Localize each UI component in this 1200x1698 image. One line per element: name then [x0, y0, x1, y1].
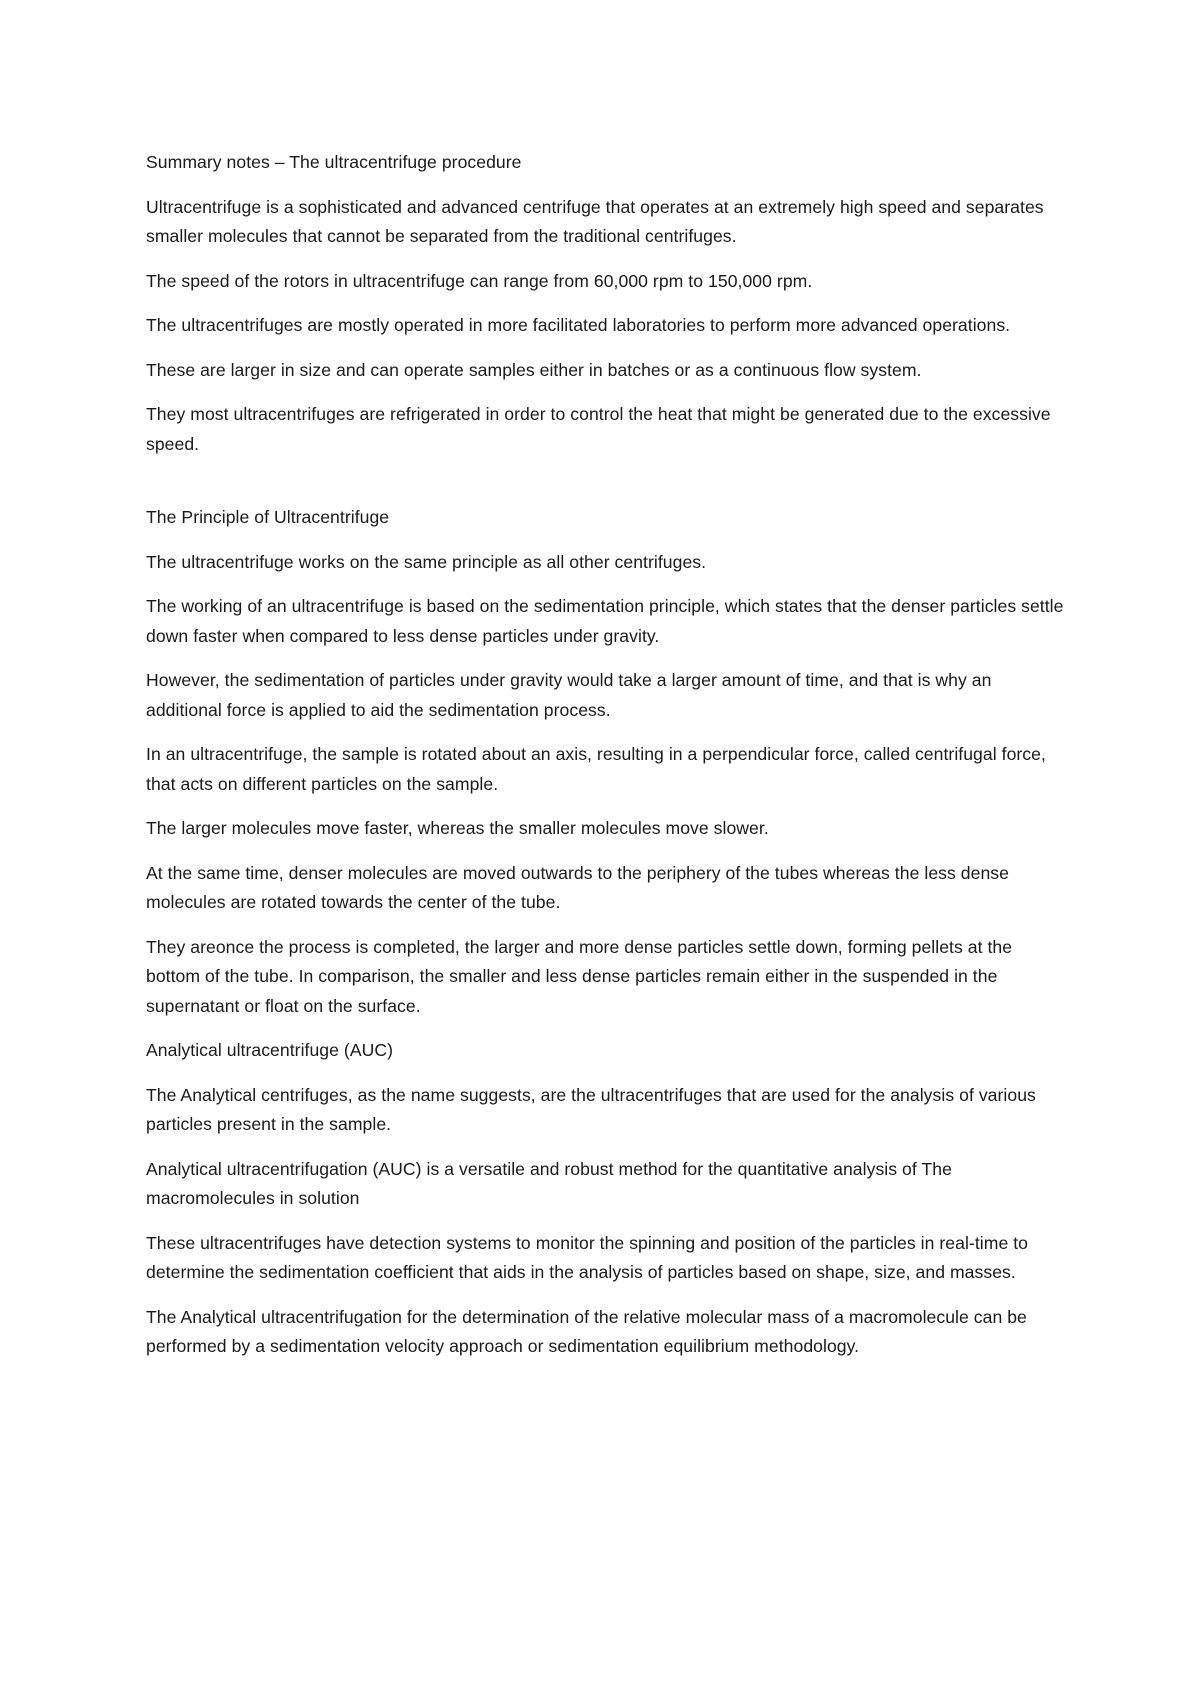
paragraph: The Analytical ultracentrifugation for the determination of the relative molecular mass of a macromolecule can be performed by a sedimentation velocity approach or sedimentation equilibrium methodology.	[146, 1306, 1027, 1356]
document-title: Summary notes – The ultracentrifuge procedure	[146, 152, 522, 172]
document-body	[146, 148, 1066, 1377]
paragraph: The ultracentrifuge works on the same principle as all other centrifuges.	[146, 551, 707, 572]
paragraph: However, the sedimentation of particles under gravity would take a larger amount of time, and that is why an additional force is applied to aid the sedimentation process.	[146, 670, 992, 720]
paragraph: The larger molecules move faster, whereas the smaller molecules move slower.	[146, 818, 769, 838]
paragraph: The Analytical centrifuges, as the name suggests, are the ultracentrifuges that are used for the analysis of various particles present in the sample.	[146, 1084, 1036, 1134]
section-heading-auc: Analytical ultracentrifuge (AUC)	[146, 1040, 394, 1060]
paragraph: They areonce the process is completed, the larger and more dense particles settle down, forming pellets at the bottom of the tube. In comparison, the smaller and less dense particles remain either in the suspended in the supernatant or float on the surface.	[146, 936, 1013, 1016]
paragraph: These ultracentrifuges have detection systems to monitor the spinning and position of the particles in real-time to determine the sedimentation coefficient that aids in the analysis of particles based on shape, size, and masses.	[146, 1232, 1028, 1282]
paragraph: Analytical ultracentrifugation (AUC) is a versatile and robust method for the quantitative analysis of The macromolecules in solution	[146, 1158, 952, 1208]
paragraph: At the same time, denser molecules are moved outwards to the periphery of the tubes whereas the less dense molecules are rotated towards the center of the tube.	[146, 862, 1009, 912]
paragraph: They most ultracentrifuges are refrigerated in order to control the heat that might be generated due to the excessive speed.	[146, 404, 1051, 454]
paragraph: Ultracentrifuge is a sophisticated and advanced centrifuge that operates at an extremely high speed and separates smaller molecules that cannot be separated from the traditional centrifuges.	[146, 196, 1044, 246]
paragraph: The ultracentrifuges are mostly operated in more facilitated laboratories to perform more advanced operations.	[146, 315, 1011, 335]
paragraph: In an ultracentrifuge, the sample is rotated about an axis, resulting in a perpendicular force, called centrifugal force, that acts on different particles on the sample.	[146, 744, 1046, 794]
paragraph: The working of an ultracentrifuge is based on the sedimentation principle, which states that the denser particles settle down faster when compared to less dense particles under gravity.	[146, 596, 1064, 646]
paragraph: These are larger in size and can operate samples either in batches or as a continuous flow system.	[146, 359, 922, 380]
section-heading-principle: The Principle of Ultracentrifuge	[146, 507, 390, 527]
paragraph: The speed of the rotors in ultracentrifuge can range from 60,000 rpm to 150,000 rpm.	[146, 270, 813, 291]
